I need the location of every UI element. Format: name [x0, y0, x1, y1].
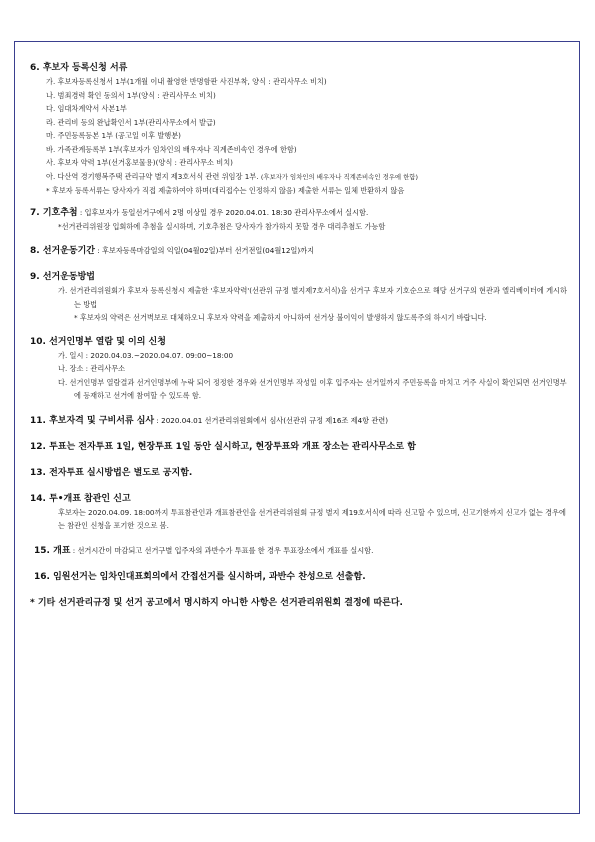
- footer-note: * 기타 선거관리규정 및 선거 공고에서 명시하지 아니한 사항은 선거관리위원회 결정에 따른다.: [30, 597, 403, 608]
- section-15-line: [30, 544, 570, 558]
- section-15-text: : 선거시간이 마감되고 선거구별 입주자의 과반수가 투표를 한 경우 투표장소에서 개표를 실시함.: [70, 545, 374, 555]
- section-10-title: 10. 선거인명부 열람 및 이의 신청: [30, 336, 166, 347]
- s6-item-ra: 라. 관리비 등의 완납확인서 1부(관리사무소에서 발급): [46, 117, 216, 127]
- s6-item-ga: 가. 후보자등록신청서 1부(1개월 이내 촬영한 반명함판 사진부착, 양식 : 관리사무소 비치): [46, 77, 327, 86]
- s7-note: *선거관리위원장 입회하에 추첨을 실시하며, 기호추첨은 당사자가 참가하지 못할 경우 대리추첨도 가능함: [58, 221, 386, 231]
- s6-item-na: 나. 범죄경력 확인 동의서 1부(양식 : 관리사무소 비치): [46, 90, 216, 100]
- s6-item-da: 다. 임대차계약서 사본1부: [46, 104, 127, 113]
- section-12-title: 12. 투표는 전자투표 1일, 현장투표 1일 동안 실시하고, 현장투표와 개표 장소는 관리사무소로 함: [30, 441, 416, 452]
- section-9: [30, 271, 570, 325]
- section-8-title: 8. 선거운동기간: [30, 246, 95, 256]
- s6-note: * 후보자 등록서류는 당사자가 직접 제출하여야 하며(대리접수는 인정하지 않음) 제출한 서류는 일체 반환하지 않음: [46, 186, 405, 195]
- s6-item-ma: 마. 주민등록등본 1부 (공고일 이후 발행분): [46, 131, 181, 140]
- section-8-line: [30, 244, 570, 258]
- section-8-text: : 후보자등록마감일의 익일(04월02일)부터 선거전일(04월12일)까지: [94, 246, 315, 255]
- section-8: [30, 244, 570, 258]
- section-14-title: 14. 투•개표 참관인 신고: [30, 493, 131, 504]
- section-11: [30, 414, 570, 428]
- s10-item-da: 다. 선거인명부 열람결과 선거인명부에 누락 되어 정정한 경우와 선거인명부 작성일 이후 입주자는 선거일까지 주민등록을 마치고 거주 사실이 확인되면 선거인명부에 등재하고 선거에 참여할 수 있도록 함.: [58, 377, 567, 400]
- section-10: [30, 336, 570, 403]
- section-6: [30, 62, 570, 198]
- s14-text: 후보자는 2020.04.09. 18:00까지 투표참관인과 개표참관인을 선거관리위원회 규정 별지 제19호서식에 따라 신고할 수 있으며, 신고기한까지 신고가 없는 경우에는 참관인 신청을 포기한 것으로 봄.: [58, 507, 566, 530]
- section-7: [30, 206, 570, 234]
- s6-item-a-main: 아. 다산역 경기행복주택 관리규약 별지 제3호서식 관련 위임장 1부.: [46, 171, 261, 181]
- s10-item-ga: 가. 일시 : 2020.04.03.~2020.04.07. 09:00~18:00: [58, 350, 234, 360]
- section-14: [30, 493, 570, 533]
- section-15-title: 15. 개표: [34, 545, 71, 556]
- section-7-line: [30, 206, 570, 220]
- section-11-title: 11. 후보자격 및 구비서류 심사: [30, 415, 155, 426]
- section-11-text: : 2020.04.01 선거관리위원회에서 심사(선관위 규정 제16조 제4항 관련): [154, 415, 389, 425]
- section-7-text: : 입후보자가 동일선거구에서 2명 이상일 경우 2020.04.01. 18:30 관리사무소에서 실시함.: [77, 207, 369, 217]
- section-13-title: 13. 전자투표 실시방법은 별도로 공지함.: [30, 467, 193, 478]
- s9-item-ga: 가. 선거관리위원회가 후보자 등록신청시 제출한 '후보자약력'(선관위 규정 별지제7호서식)을 선거구 후보자 기호순으로 해당 선거구의 현관과 엘리베이터에 게시하는 방법: [58, 286, 567, 309]
- section-16-title: 16. 임원선거는 임차인대표회의에서 간접선거를 실시하며, 과반수 찬성으로 선출함.: [34, 571, 366, 582]
- section-7-title: 7. 기호추첨: [30, 207, 78, 218]
- section-11-line: [30, 414, 570, 428]
- s6-item-a-note: (후보자가 임차인의 배우자나 직계존비속인 경우에 한함): [260, 172, 418, 181]
- s6-item-a: [30, 170, 570, 185]
- s10-item-na: 나. 장소 : 관리사무소: [58, 364, 126, 373]
- section-6-title: 6. 후보자 등록신청 서류: [30, 63, 128, 73]
- section-9-title: 9. 선거운동방법: [30, 272, 95, 282]
- s9-note: * 후보자의 약력은 선거벽보로 대체하오니 후보자 약력을 제출하지 아니하여 선거상 불이익이 발생하지 않도록주의 하시기 바랍니다.: [74, 313, 487, 322]
- notice-content: [30, 62, 570, 610]
- s6-item-ba: 바. 가족관계등록부 1부(후보자가 임차인의 배우자나 직계존비속인 경우에 한함): [46, 144, 297, 154]
- s6-item-sa: 사. 후보자 약력 1부(선거홍보물용)(양식 : 관리사무소 비치): [46, 158, 233, 167]
